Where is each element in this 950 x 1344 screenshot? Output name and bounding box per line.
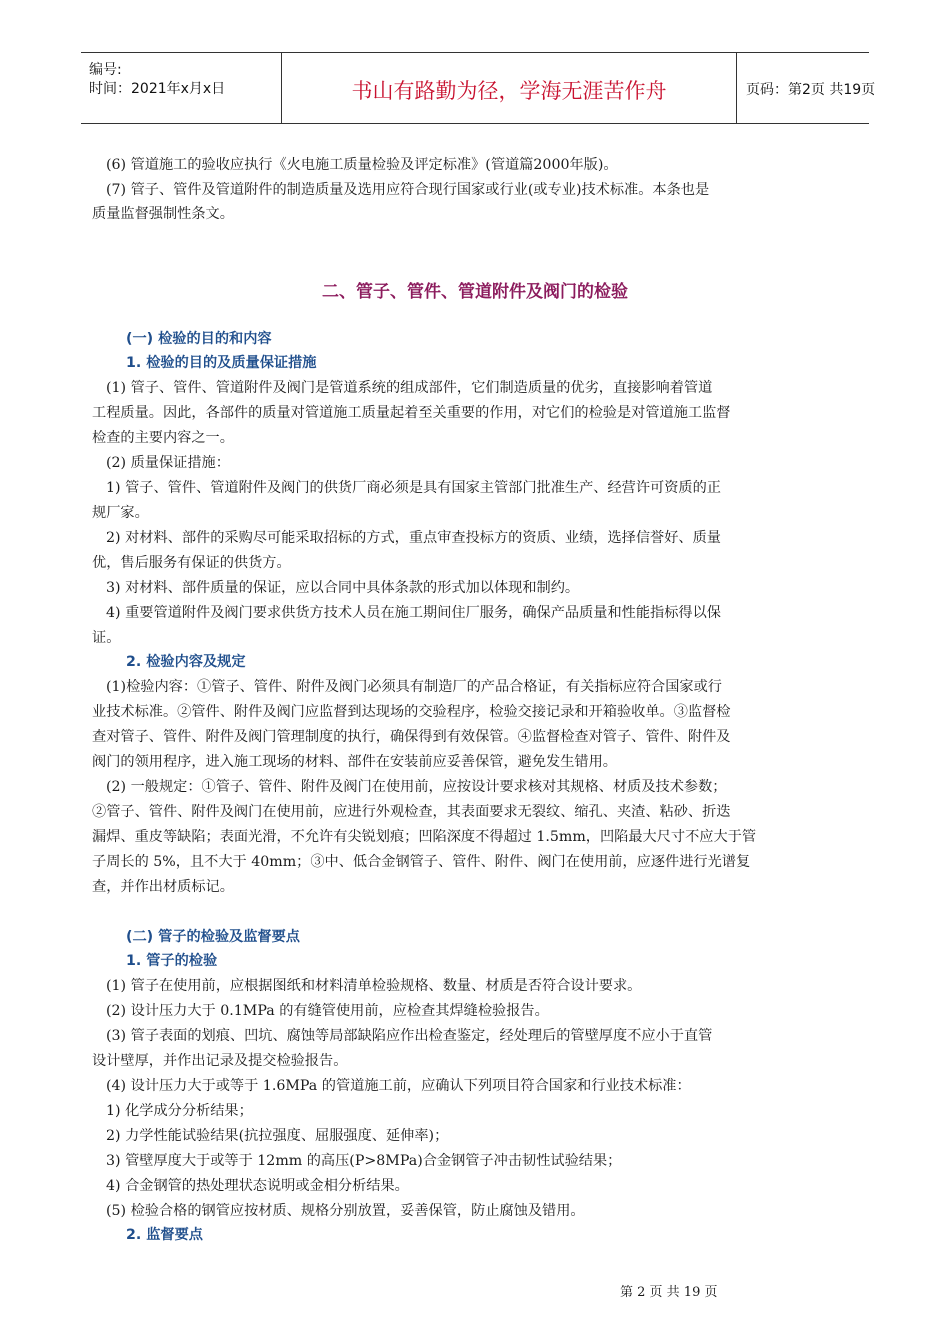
paragraph-line: (3) 管子表面的划痕、凹坑、腐蚀等局部缺陷应作出检查鉴定，经处理后的管壁厚度不应小于直管 (106, 1028, 713, 1044)
serial-label: 编号: (89, 62, 122, 78)
paragraph-line: (2) 质量保证措施： (106, 455, 230, 471)
motto: 书山有路勤为径，学海无涯苦作舟 (351, 79, 667, 103)
date-label: 时间：2021年x月x日 (89, 81, 226, 97)
subsection-heading: (二) 管子的检验及监督要点 (126, 929, 300, 945)
subsection-heading: 1. 检验的目的及质量保证措施 (126, 355, 317, 371)
paragraph-line: (2) 一般规定：①管子、管件、附件及阀门在使用前，应按设计要求核对其规格、材质及技术参数； (106, 779, 727, 795)
paragraph-line: 查对管子、管件、附件及阀门管理制度的执行，确保得到有效保管。④监督检查对管子、管件、附件及 (92, 729, 731, 745)
paragraph-line: (6) 管道施工的验收应执行《火电施工质量检验及评定标准》(管道篇2000年版)。 (106, 157, 618, 173)
paragraph-line: 规厂家。 (92, 505, 149, 521)
paragraph-line: 4) 重要管道附件及阀门要求供货方技术人员在施工期间住厂服务，确保产品质量和性能指标得以保 (106, 605, 721, 621)
paragraph-line: 工程质量。因此，各部件的质量对管道施工质量起着至关重要的作用，对它们的检验是对管道施工监督 (92, 405, 731, 421)
paragraph-line: 阀门的领用程序，进入施工现场的材料、部件在安装前应妥善保管，避免发生错用。 (92, 754, 617, 770)
paragraph-line: 查，并作出材质标记。 (92, 879, 234, 895)
paragraph-line: (5) 检验合格的钢管应按材质、规格分别放置，妥善保管，防止腐蚀及错用。 (106, 1203, 585, 1219)
paragraph-line: 3) 管壁厚度大于或等于 12mm 的高压(P>8MPa)合金钢管子冲击韧性试验结果； (106, 1153, 622, 1169)
paragraph-line: 4) 合金钢管的热处理状态说明或金相分析结果。 (106, 1178, 409, 1194)
page-code: 页码：第2页 共19页 (746, 82, 876, 98)
page-header (81, 52, 876, 124)
header-meta-cell (81, 53, 281, 123)
paragraph-line: 1) 管子、管件、管道附件及阀门的供货厂商必须是具有国家主管部门批准生产、经营许可资质的正 (106, 480, 721, 496)
paragraph-line: (1) 管子、管件、管道附件及阀门是管道系统的组成部件，它们制造质量的优劣，直接影响着管道 (106, 380, 713, 396)
subsection-heading: (一) 检验的目的和内容 (126, 331, 272, 347)
paragraph-line: 漏焊、重皮等缺陷；表面光滑，不允许有尖锐划痕；凹陷深度不得超过 1.5mm，凹陷最大尺寸不应大于管 (92, 829, 757, 845)
paragraph-line: 优，售后服务有保证的供货方。 (92, 555, 291, 571)
header-motto-cell (281, 53, 737, 123)
page-footer: 第 2 页 共 19 页 (620, 1285, 718, 1300)
paragraph-line: 2) 对材料、部件的采购尽可能采取招标的方式，重点审查投标方的资质、业绩，选择信誉好、质量 (106, 530, 721, 546)
paragraph-line: (7) 管子、管件及管道附件的制造质量及选用应符合现行国家或行业(或专业)技术标准。本条也是 (106, 182, 710, 198)
subsection-heading: 2. 检验内容及规定 (126, 654, 246, 670)
paragraph-line: (4) 设计压力大于或等于 1.6MPa 的管道施工前，应确认下列项目符合国家和行业技术标准： (106, 1078, 691, 1094)
paragraph-line: 业技术标准。②管件、附件及阀门应监督到达现场的交验程序，检验交接记录和开箱验收单。③监督检 (92, 704, 731, 720)
subsection-heading: 2. 监督要点 (126, 1227, 203, 1243)
subsection-heading: 1. 管子的检验 (126, 953, 218, 969)
paragraph-line: ②管子、管件、附件及阀门在使用前，应进行外观检查，其表面要求无裂纹、缩孔、夹渣、粘砂、折迭 (92, 804, 731, 820)
paragraph-line: 检查的主要内容之一。 (92, 430, 234, 446)
paragraph-line: (1) 管子在使用前，应根据图纸和材料清单检验规格、数量、材质是否符合设计要求。 (106, 978, 642, 994)
paragraph-line: 子周长的 5%，且不大于 40mm；③中、低合金钢管子、管件、附件、阀门在使用前，应逐件进行光谱复 (92, 854, 751, 870)
paragraph-line: 设计壁厚，并作出记录及提交检验报告。 (92, 1053, 348, 1069)
paragraph-line: 质量监督强制性条文。 (92, 206, 234, 222)
paragraph-line: 证。 (92, 630, 121, 646)
paragraph-line: (1)检验内容：①管子、管件、附件及阀门必须具有制造厂的产品合格证，有关指标应符合国家或行 (106, 679, 722, 695)
paragraph-line: 3) 对材料、部件质量的保证，应以合同中具体条款的形式加以体现和制约。 (106, 580, 580, 596)
paragraph-line: 1) 化学成分分析结果； (106, 1103, 253, 1119)
section-title: 二、管子、管件、管道附件及阀门的检验 (322, 282, 628, 302)
paragraph-line: 2) 力学性能试验结果(抗拉强度、屈服强度、延伸率)； (106, 1128, 449, 1144)
paragraph-line: (2) 设计压力大于 0.1MPa 的有缝管使用前，应检查其焊缝检验报告。 (106, 1003, 549, 1019)
header-page-cell (736, 53, 876, 123)
